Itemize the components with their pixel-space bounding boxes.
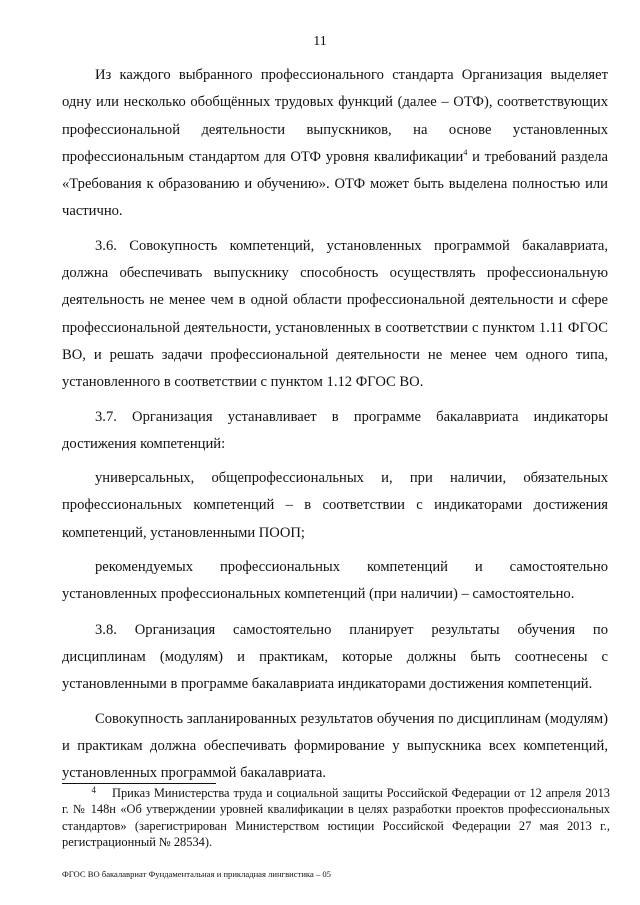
paragraph-universal-competencies: универсальных, общепрофессиональных и, при наличии, обязательных профессиональных компетенций – в соответствии с индикаторами достижения компетенций, установленными ПООП; (62, 470, 608, 541)
footnote-text: Приказ Министерства труда и социальной защиты Российской Федерации от 12 апреля 2013 г. № 148н «Об утверждении уровней квалификации в целях разработки проектов профессиональных стандартов» (зарегистрирован Министерством юстиции Российской Федерации 27 мая 2013 г., регистрационный № 28534). (62, 786, 610, 850)
document-body (62, 62, 608, 794)
paragraph-learning-outcomes: Совокупность запланированных результатов обучения по дисциплинам (модулям) и практикам должна обеспечивать формирование у выпускника всех компетенций, установленных программой бакалавриата. (62, 710, 608, 782)
document-footer: ФГОС ВО бакалавриат Фундаментальная и прикладная лингвистика – 05 (62, 869, 331, 879)
paragraph-otf (62, 62, 608, 226)
paragraph-otf-text: Из каждого выбранного профессионального стандарта Организация выделяет одну или несколько обобщённых трудовых функций (далее – ОТФ), соответствующих профессиональной деятельности выпускников, на основе установленных профессиональным стандартом для ОТФ уровня квалификации (62, 67, 608, 165)
footnote-divider (62, 783, 216, 784)
paragraph-3-6: 3.6. Совокупность компетенций, установленных программой бакалавриата, должна обеспечивать выпускнику способность осуществлять профессиональную деятельность не менее чем в одной области профессиональной деятельности и сфере профессиональной деятельности, установленных в соответствии с пунктом 1.11 ФГОС ВО, и решать задачи профессиональной деятельности не менее чем одного типа, установленного в соответствии с пунктом 1.12 ФГОС ВО. (62, 237, 608, 391)
paragraph-3-8: 3.8. Организация самостоятельно планирует результаты обучения по дисциплинам (модулям) и практикам, которые должны быть соотнесены с установленными в программе бакалавриата индикаторами достижения компетенций. (62, 621, 608, 693)
paragraph-otf-text-end: и требований раздела «Требования к образованию и обучению». ОТФ может быть выделена полностью или частично. (62, 148, 608, 220)
page-number: 11 (313, 34, 327, 49)
paragraph-recommended-competencies: рекомендуемых профессиональных компетенций и самостоятельно установленных профессиональных компетенций (при наличии) – самостоятельно. (62, 559, 608, 603)
footnote: 4 Приказ Министерства труда и социальной защиты Российской Федерации от 12 апреля 2013 г. № 148н «Об утверждении уровней квалификации в целях разработки проектов профессиональных стандартов» (зарегистрирован Министерством юстиции Российской Федерации 27 мая 2013 г., регистрационный № 28534). (62, 785, 610, 850)
paragraph-3-7: 3.7. Организация устанавливает в программе бакалавриата индикаторы достижения компетенций: (62, 408, 608, 452)
footnote-reference[interactable]: 4 (463, 147, 468, 157)
